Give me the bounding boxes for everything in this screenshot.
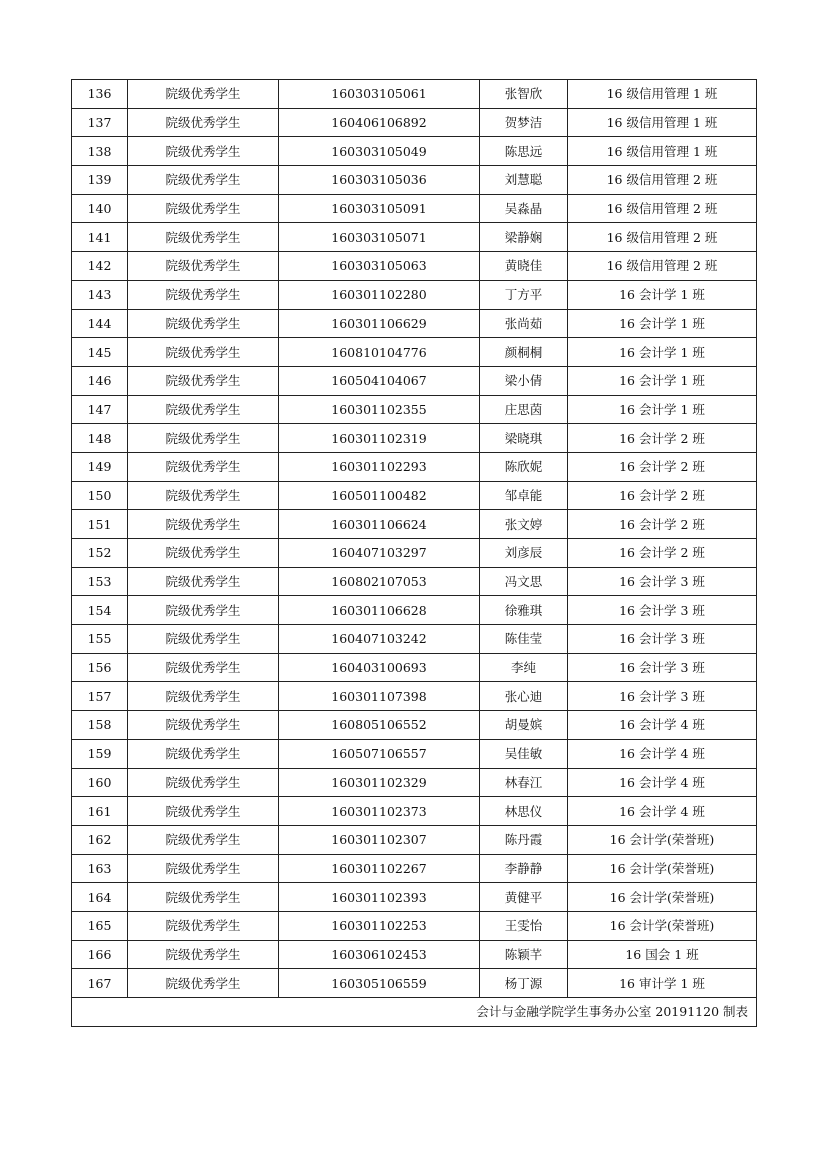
cell-award: 院级优秀学生 [128, 940, 279, 969]
cell-award: 院级优秀学生 [128, 711, 279, 740]
table-row [72, 625, 757, 654]
cell-number: 162 [72, 825, 128, 854]
cell-name: 梁晓琪 [480, 424, 568, 453]
cell-student-id: 160301106628 [279, 596, 480, 625]
cell-class: 16 级信用管理 2 班 [568, 223, 757, 252]
cell-award: 院级优秀学生 [128, 768, 279, 797]
cell-student-id: 160303105036 [279, 166, 480, 195]
cell-name: 刘彦辰 [480, 539, 568, 568]
cell-class: 16 会计学 2 班 [568, 424, 757, 453]
cell-award: 院级优秀学生 [128, 108, 279, 137]
table-row [72, 797, 757, 826]
cell-award: 院级优秀学生 [128, 797, 279, 826]
table-row [72, 366, 757, 395]
cell-name: 陈佳莹 [480, 625, 568, 654]
table-row [72, 194, 757, 223]
cell-student-id: 160805106552 [279, 711, 480, 740]
cell-class: 16 会计学 3 班 [568, 596, 757, 625]
cell-class: 16 会计学 2 班 [568, 510, 757, 539]
cell-award: 院级优秀学生 [128, 309, 279, 338]
cell-award: 院级优秀学生 [128, 338, 279, 367]
cell-student-id: 160301102329 [279, 768, 480, 797]
cell-class: 16 会计学 1 班 [568, 280, 757, 309]
cell-class: 16 级信用管理 2 班 [568, 252, 757, 281]
cell-student-id: 160303105061 [279, 80, 480, 109]
cell-class: 16 会计学 4 班 [568, 797, 757, 826]
cell-student-id: 160504104067 [279, 366, 480, 395]
cell-number: 141 [72, 223, 128, 252]
cell-student-id: 160301102280 [279, 280, 480, 309]
cell-award: 院级优秀学生 [128, 596, 279, 625]
cell-award: 院级优秀学生 [128, 252, 279, 281]
cell-student-id: 160301102373 [279, 797, 480, 826]
cell-award: 院级优秀学生 [128, 682, 279, 711]
cell-name: 吴淼晶 [480, 194, 568, 223]
cell-number: 167 [72, 969, 128, 998]
cell-award: 院级优秀学生 [128, 223, 279, 252]
cell-number: 166 [72, 940, 128, 969]
cell-name: 黄晓佳 [480, 252, 568, 281]
table-row [72, 252, 757, 281]
cell-class: 16 级信用管理 1 班 [568, 108, 757, 137]
cell-class: 16 会计学 2 班 [568, 452, 757, 481]
cell-student-id: 160507106557 [279, 739, 480, 768]
table-row [72, 338, 757, 367]
table-row [72, 539, 757, 568]
student-award-table [71, 79, 757, 1027]
cell-number: 156 [72, 653, 128, 682]
cell-number: 150 [72, 481, 128, 510]
cell-award: 院级优秀学生 [128, 366, 279, 395]
table-row [72, 653, 757, 682]
table-row [72, 452, 757, 481]
cell-number: 146 [72, 366, 128, 395]
cell-name: 李纯 [480, 653, 568, 682]
table-row [72, 80, 757, 109]
cell-name: 李静静 [480, 854, 568, 883]
table-row [72, 395, 757, 424]
table-row [72, 481, 757, 510]
cell-award: 院级优秀学生 [128, 80, 279, 109]
cell-student-id: 160301102253 [279, 911, 480, 940]
cell-student-id: 160303105091 [279, 194, 480, 223]
cell-award: 院级优秀学生 [128, 194, 279, 223]
cell-number: 137 [72, 108, 128, 137]
table-row [72, 567, 757, 596]
cell-award: 院级优秀学生 [128, 166, 279, 195]
cell-class: 16 会计学(荣誉班) [568, 911, 757, 940]
cell-number: 164 [72, 883, 128, 912]
cell-name: 庄思茵 [480, 395, 568, 424]
cell-name: 贺梦洁 [480, 108, 568, 137]
cell-class: 16 会计学(荣誉班) [568, 883, 757, 912]
cell-name: 陈颖芊 [480, 940, 568, 969]
cell-student-id: 160802107053 [279, 567, 480, 596]
cell-name: 邹卓能 [480, 481, 568, 510]
cell-award: 院级优秀学生 [128, 969, 279, 998]
cell-student-id: 160303105063 [279, 252, 480, 281]
cell-award: 院级优秀学生 [128, 137, 279, 166]
cell-number: 155 [72, 625, 128, 654]
table-row [72, 510, 757, 539]
table-row [72, 682, 757, 711]
cell-class: 16 会计学 3 班 [568, 567, 757, 596]
cell-award: 院级优秀学生 [128, 539, 279, 568]
cell-name: 胡曼嫔 [480, 711, 568, 740]
table-row [72, 711, 757, 740]
cell-name: 张尚茹 [480, 309, 568, 338]
cell-student-id: 160305106559 [279, 969, 480, 998]
cell-award: 院级优秀学生 [128, 739, 279, 768]
cell-student-id: 160303105049 [279, 137, 480, 166]
cell-name: 张智欣 [480, 80, 568, 109]
cell-award: 院级优秀学生 [128, 911, 279, 940]
cell-award: 院级优秀学生 [128, 854, 279, 883]
cell-name: 陈丹霞 [480, 825, 568, 854]
cell-number: 144 [72, 309, 128, 338]
cell-number: 143 [72, 280, 128, 309]
cell-number: 148 [72, 424, 128, 453]
cell-name: 颜桐桐 [480, 338, 568, 367]
cell-name: 黄健平 [480, 883, 568, 912]
cell-number: 154 [72, 596, 128, 625]
cell-student-id: 160301102293 [279, 452, 480, 481]
cell-number: 159 [72, 739, 128, 768]
cell-student-id: 160301102319 [279, 424, 480, 453]
cell-name: 徐雅琪 [480, 596, 568, 625]
cell-name: 吴佳敏 [480, 739, 568, 768]
cell-class: 16 会计学 1 班 [568, 366, 757, 395]
footer-note: 会计与金融学院学生事务办公室 20191120 制表 [72, 998, 757, 1027]
cell-class: 16 会计学(荣誉班) [568, 825, 757, 854]
cell-name: 梁小倩 [480, 366, 568, 395]
cell-award: 院级优秀学生 [128, 424, 279, 453]
cell-name: 丁方平 [480, 280, 568, 309]
cell-student-id: 160407103297 [279, 539, 480, 568]
cell-number: 138 [72, 137, 128, 166]
table-body [72, 80, 757, 1027]
cell-name: 梁静娴 [480, 223, 568, 252]
cell-name: 刘慧聪 [480, 166, 568, 195]
cell-class: 16 审计学 1 班 [568, 969, 757, 998]
cell-award: 院级优秀学生 [128, 883, 279, 912]
cell-name: 王雯怡 [480, 911, 568, 940]
cell-class: 16 会计学 2 班 [568, 481, 757, 510]
cell-award: 院级优秀学生 [128, 481, 279, 510]
cell-class: 16 会计学 3 班 [568, 653, 757, 682]
table-row [72, 911, 757, 940]
cell-number: 153 [72, 567, 128, 596]
cell-student-id: 160810104776 [279, 338, 480, 367]
table-row [72, 424, 757, 453]
cell-number: 136 [72, 80, 128, 109]
cell-class: 16 会计学 4 班 [568, 768, 757, 797]
cell-number: 152 [72, 539, 128, 568]
cell-name: 林思仪 [480, 797, 568, 826]
cell-class: 16 级信用管理 1 班 [568, 137, 757, 166]
cell-student-id: 160403100693 [279, 653, 480, 682]
cell-award: 院级优秀学生 [128, 567, 279, 596]
cell-number: 140 [72, 194, 128, 223]
cell-student-id: 160301102307 [279, 825, 480, 854]
cell-class: 16 会计学 4 班 [568, 711, 757, 740]
cell-name: 陈欣妮 [480, 452, 568, 481]
table-row [72, 166, 757, 195]
cell-class: 16 级信用管理 2 班 [568, 166, 757, 195]
cell-number: 161 [72, 797, 128, 826]
cell-student-id: 160306102453 [279, 940, 480, 969]
footer-row [72, 998, 757, 1027]
table-row [72, 596, 757, 625]
cell-class: 16 会计学 4 班 [568, 739, 757, 768]
cell-student-id: 160501100482 [279, 481, 480, 510]
cell-class: 16 级信用管理 2 班 [568, 194, 757, 223]
cell-award: 院级优秀学生 [128, 395, 279, 424]
cell-student-id: 160301102355 [279, 395, 480, 424]
cell-name: 冯文思 [480, 567, 568, 596]
cell-class: 16 国会 1 班 [568, 940, 757, 969]
cell-name: 张心迪 [480, 682, 568, 711]
cell-student-id: 160406106892 [279, 108, 480, 137]
cell-number: 139 [72, 166, 128, 195]
cell-name: 陈思远 [480, 137, 568, 166]
cell-student-id: 160301102393 [279, 883, 480, 912]
cell-award: 院级优秀学生 [128, 280, 279, 309]
cell-class: 16 会计学 1 班 [568, 309, 757, 338]
cell-student-id: 160301106624 [279, 510, 480, 539]
cell-class: 16 会计学 1 班 [568, 395, 757, 424]
cell-award: 院级优秀学生 [128, 653, 279, 682]
cell-class: 16 会计学 1 班 [568, 338, 757, 367]
cell-name: 张文婷 [480, 510, 568, 539]
table-row [72, 223, 757, 252]
table-row [72, 883, 757, 912]
cell-award: 院级优秀学生 [128, 510, 279, 539]
table-row [72, 940, 757, 969]
cell-number: 158 [72, 711, 128, 740]
cell-number: 163 [72, 854, 128, 883]
cell-award: 院级优秀学生 [128, 625, 279, 654]
table-row [72, 137, 757, 166]
cell-number: 165 [72, 911, 128, 940]
cell-number: 149 [72, 452, 128, 481]
table-row [72, 854, 757, 883]
table-row [72, 108, 757, 137]
cell-class: 16 会计学(荣誉班) [568, 854, 757, 883]
cell-student-id: 160301106629 [279, 309, 480, 338]
cell-number: 145 [72, 338, 128, 367]
cell-number: 147 [72, 395, 128, 424]
table-row [72, 825, 757, 854]
cell-name: 林春江 [480, 768, 568, 797]
cell-number: 157 [72, 682, 128, 711]
cell-number: 160 [72, 768, 128, 797]
cell-class: 16 级信用管理 1 班 [568, 80, 757, 109]
cell-number: 151 [72, 510, 128, 539]
table-row [72, 739, 757, 768]
cell-student-id: 160407103242 [279, 625, 480, 654]
table-row [72, 280, 757, 309]
cell-class: 16 会计学 3 班 [568, 682, 757, 711]
cell-number: 142 [72, 252, 128, 281]
cell-student-id: 160301107398 [279, 682, 480, 711]
cell-award: 院级优秀学生 [128, 825, 279, 854]
cell-name: 杨丁源 [480, 969, 568, 998]
cell-class: 16 会计学 3 班 [568, 625, 757, 654]
table-row [72, 969, 757, 998]
table-row [72, 768, 757, 797]
table-row [72, 309, 757, 338]
cell-student-id: 160303105071 [279, 223, 480, 252]
cell-class: 16 会计学 2 班 [568, 539, 757, 568]
cell-award: 院级优秀学生 [128, 452, 279, 481]
cell-student-id: 160301102267 [279, 854, 480, 883]
